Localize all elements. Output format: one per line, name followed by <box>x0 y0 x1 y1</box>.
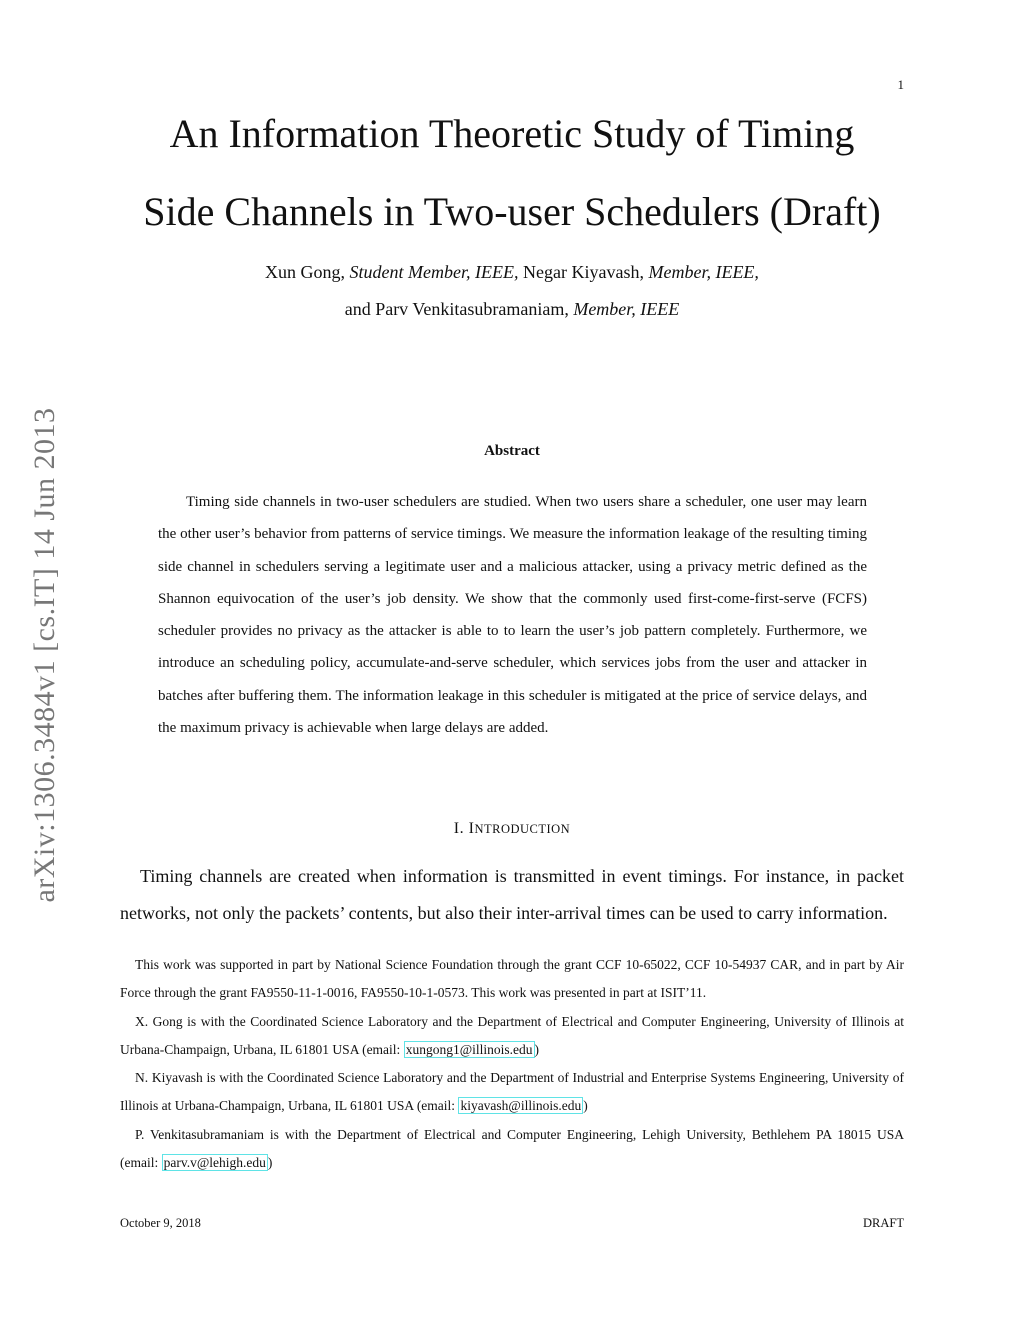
paper-title-line-2: Side Channels in Two-user Schedulers (Draft) <box>143 189 881 234</box>
footnote-venkitasubramaniam <box>120 1121 904 1178</box>
page-number: 1 <box>897 77 904 92</box>
authors-line-1 <box>0 262 1024 283</box>
section-heading-introduction <box>0 820 1024 838</box>
author-3-role: Member, IEEE <box>573 299 680 319</box>
footnote-kiyavash-text: N. Kiyavash is with the Coordinated Science Laboratory and the Department of Industrial and Enterprise Systems Engineering, University of Illinois at Urbana-Champaign, Urbana, IL 61801 USA (email: <box>120 1070 904 1114</box>
abstract-text: Timing side channels in two-user schedulers are studied. When two users share a scheduler, one user may learn the other user’s behavior from patterns of service timings. We measure the information leakage of the resulting timing side channel in schedulers serving a legitimate user and a malicious attacker, using a privacy metric defined as the Shannon equivocation of the user’s job density. We show that the commonly used first-come-first-serve (FCFS) scheduler provides no privacy as the attacker is able to to learn the user’s job pattern completely. Furthermore, we introduce an scheduling policy, accumulate-and-serve scheduler, which services jobs from the user and attacker in batches after buffering them. The information leakage in this scheduler is mitigated at the price of service delays, and the maximum privacy is achievable when large delays are added. <box>158 494 867 737</box>
footnote-gong <box>120 1008 904 1065</box>
email-link-kiyavash[interactable]: kiyavash@illinois.edu <box>460 1098 582 1114</box>
author-2-role: Member, IEEE, <box>648 262 759 282</box>
footnote-venkitasubramaniam-text: P. Venkitasubramaniam is with the Department of Electrical and Computer Engineering, Lehigh University, Bethlehem PA 18015 USA (email: <box>120 1127 904 1171</box>
email-link-gong[interactable]: xungong1@illinois.edu <box>405 1042 533 1058</box>
introduction-paragraph: Timing channels are created when information is transmitted in event timings. For instance, in packet networks, not only the packets’ contents, but also their inter-arrival times can be used to carry information. <box>120 866 904 923</box>
author-3-name: and Parv Venkitasubramaniam, <box>344 299 574 319</box>
footnote-kiyavash <box>120 1064 904 1121</box>
section-title-rest: NTRODUCTION <box>474 822 571 836</box>
footer-draft-label: DRAFT <box>863 1216 904 1230</box>
footnote-gong-close: ) <box>534 1042 539 1058</box>
footnote-funding: This work was supported in part by National Science Foundation through the grant CCF 10-65022, CCF 10-54937 CAR, and in part by Air Force through the grant FA9550-11-1-0016, FA9550-10-1-0573. This work was presented in part at ISIT’11. <box>120 957 904 1001</box>
footnote-kiyavash-close: ) <box>583 1098 588 1114</box>
footnote-gong-text: X. Gong is with the Coordinated Science Laboratory and the Department of Electrical and Computer Engineering, University of Illinois at Urbana-Champaign, Urbana, IL 61801 USA (email: <box>120 1014 904 1058</box>
author-1-role: Student Member, IEEE, <box>349 262 519 282</box>
authors-line-2 <box>0 299 1024 320</box>
section-title-initial: I <box>468 820 475 837</box>
section-number: I. <box>453 820 469 837</box>
footnote-venkitasubramaniam-close: ) <box>267 1155 273 1171</box>
email-link-venkitasubramaniam[interactable]: parv.v@lehigh.edu <box>163 1155 266 1171</box>
paper-title-line-1: An Information Theoretic Study of Timing <box>169 111 855 156</box>
abstract-heading: Abstract <box>484 443 540 459</box>
footer-date: October 9, 2018 <box>120 1216 201 1230</box>
arxiv-stamp-text: arXiv:1306.3484v1 [cs.IT] 14 Jun 2013 <box>28 407 61 903</box>
author-2-name: Negar Kiyavash, <box>518 262 649 282</box>
author-1-name: Xun Gong, <box>265 262 350 282</box>
